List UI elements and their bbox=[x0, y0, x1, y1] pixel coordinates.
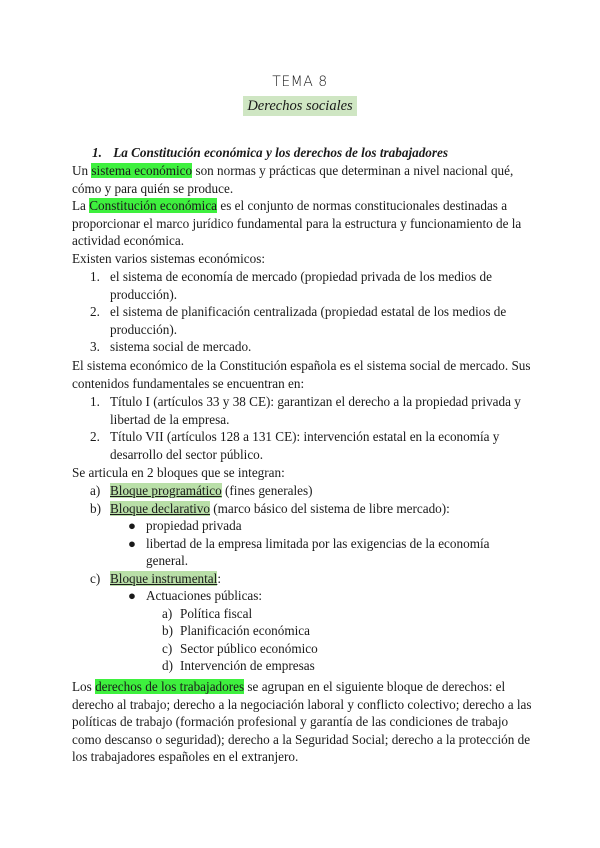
block-a-post: (fines generales) bbox=[221, 483, 313, 498]
bullet-icon: ● bbox=[128, 535, 136, 551]
list-item-number: 2. bbox=[90, 304, 100, 319]
list-item-text: sistema social de mercado. bbox=[110, 339, 252, 354]
list-item bbox=[90, 268, 530, 303]
paragraph-sistemas-intro: Existen varios sistemas económicos: bbox=[72, 251, 266, 266]
list-item-text: el sistema de planificación centralizada (propiedad estatal de los medios de producción). bbox=[110, 304, 507, 337]
list-item-number: b) bbox=[90, 500, 101, 516]
block-b-post: (marco básico del sistema de libre mercado): bbox=[209, 500, 450, 516]
bullet-icon: ● bbox=[128, 518, 136, 533]
highlight-derechos-trabajadores: derechos de los trabajadores bbox=[95, 679, 245, 694]
list-item-number: d) bbox=[162, 658, 173, 673]
list-item bbox=[90, 428, 530, 463]
systems-list bbox=[90, 268, 530, 356]
list-item-number: 1. bbox=[90, 269, 100, 284]
bullet-text: Actuaciones públicas: bbox=[146, 588, 263, 603]
titles-list bbox=[90, 393, 530, 463]
block-c-post: : bbox=[217, 570, 221, 586]
list-item-text: Intervención de empresas bbox=[180, 658, 315, 673]
p6-pre: Los bbox=[72, 679, 96, 694]
list-item-number: c) bbox=[162, 640, 173, 656]
list-item bbox=[90, 338, 530, 356]
paragraph-constitucion-economica bbox=[72, 197, 532, 250]
bullet-item bbox=[128, 535, 530, 570]
bullet-text: propiedad privada bbox=[146, 518, 242, 533]
sub-list-item bbox=[162, 622, 530, 640]
bullet-text: libertad de la empresa limitada por las exigencias de la economía general. bbox=[146, 535, 490, 568]
highlight-bloque-instrumental: Bloque instrumental bbox=[110, 570, 218, 586]
list-item bbox=[90, 303, 530, 338]
paragraph-sistema-espanol: El sistema económico de la Constitución española es el sistema social de mercado. Sus contenidos fundamentales se encuentran en: bbox=[72, 358, 531, 391]
list-item-number: 3. bbox=[90, 339, 100, 354]
paragraph-sistema-economico bbox=[72, 162, 532, 197]
blocks-list bbox=[90, 482, 530, 675]
list-item-number: a) bbox=[90, 483, 101, 498]
p2-post: es el conjunto de normas constitucionales destinadas a proporcionar el marco jurídico fundamental para la estructura y funcionamiento de la actividad económica. bbox=[72, 198, 522, 248]
list-item-text: Título I (artículos 33 y 38 CE): garantizan el derecho a la propiedad privada y libertad de la empresa. bbox=[110, 394, 521, 427]
list-item-number: a) bbox=[162, 605, 173, 621]
list-item-number: 2. bbox=[90, 429, 100, 444]
list-item bbox=[90, 393, 530, 428]
highlight-bloque-declarativo: Bloque declarativo bbox=[110, 500, 210, 516]
list-item-block-a bbox=[90, 482, 530, 500]
highlight-constitucion-economica: Constitución económica bbox=[89, 198, 218, 213]
list-item-text: Planificación económica bbox=[180, 623, 310, 638]
list-item-text: Título VII (artículos 128 a 131 CE): intervención estatal en la economía y desarrollo del sector público. bbox=[110, 429, 500, 462]
list-item-text: Política fiscal bbox=[180, 605, 253, 621]
sub-list-item bbox=[162, 657, 530, 675]
heading-text: La Constitución económica y los derechos de los trabajadores bbox=[113, 145, 449, 160]
paragraph-bloques-intro: Se articula en 2 bloques que se integran: bbox=[72, 465, 285, 480]
list-item-block-c bbox=[90, 570, 530, 588]
sub-list-item bbox=[162, 605, 530, 623]
p1-post: son normas y prácticas que determinan a nivel nacional qué, cómo y para quién se produce. bbox=[72, 163, 514, 196]
list-item-number: 1. bbox=[90, 394, 100, 409]
bullet-item bbox=[128, 587, 530, 605]
subtitle-highlight: Derechos sociales bbox=[243, 96, 356, 116]
p1-pre: Un bbox=[72, 163, 92, 178]
bullet-icon: ● bbox=[128, 588, 136, 603]
p6-post: se agrupan en el siguiente bloque de derechos: el derecho al trabajo; derecho a la negociación laboral y conflicto colectivo; derecho a las políticas de trabajo (formación profesional y garantía de las condiciones de trabajo como descanso o seguridad); derecho a la Seguridad Social; derecho a la protección de los trabajadores españoles en el extranjero. bbox=[72, 679, 532, 764]
section-heading bbox=[92, 144, 552, 162]
paragraph-derechos-trabajadores bbox=[72, 678, 534, 766]
sub-list-item bbox=[162, 640, 530, 658]
list-item-number: b) bbox=[162, 623, 173, 638]
document-subtitle bbox=[0, 98, 600, 116]
highlight-bloque-programatico: Bloque programático bbox=[110, 483, 222, 498]
p2-pre: La bbox=[72, 198, 90, 213]
list-item-text: el sistema de economía de mercado (propiedad privada de los medios de producción). bbox=[110, 269, 492, 302]
list-item-number: c) bbox=[90, 570, 101, 586]
heading-number: 1. bbox=[92, 145, 102, 160]
document-title: TEMA 8 bbox=[272, 74, 328, 90]
list-item-block-b bbox=[90, 500, 530, 518]
highlight-sistema-economico: sistema económico bbox=[91, 163, 193, 178]
bullet-item bbox=[128, 517, 530, 535]
list-item-text: Sector público económico bbox=[180, 640, 318, 656]
